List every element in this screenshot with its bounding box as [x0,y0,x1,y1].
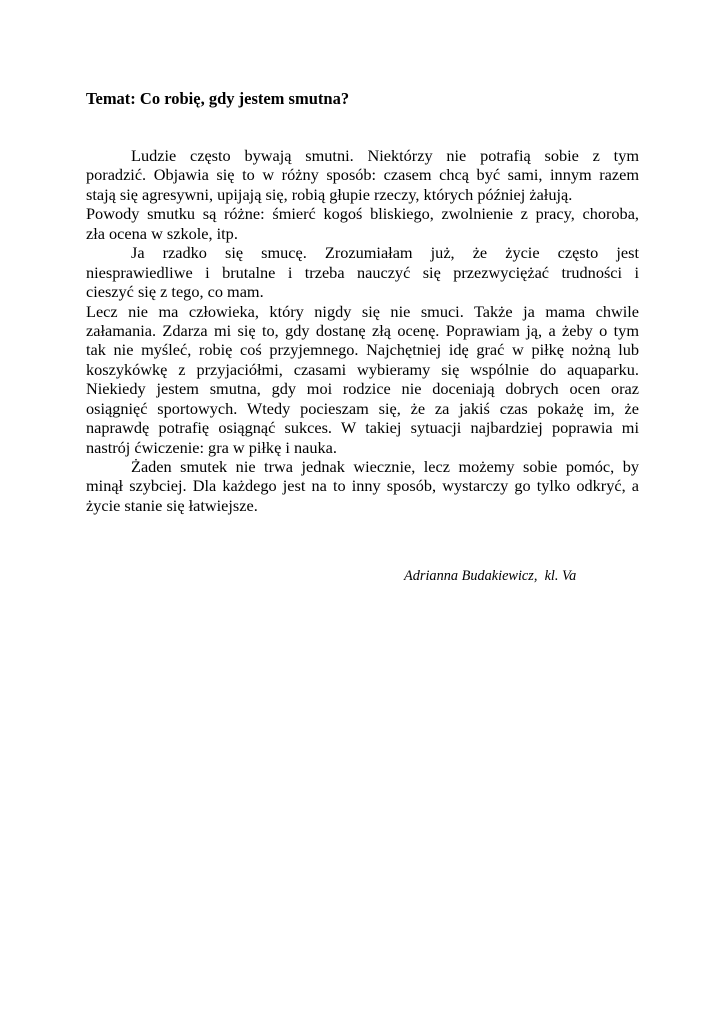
text-line: tak nie myśleć, robię coś przyjemnego. Najchętniej idę grać w piłkę nożną lub [86,340,639,360]
text-line: Ja rzadko się smucę. Zrozumiałam już, że życie często jest [131,243,639,263]
text-line: Ludzie często bywają smutni. Niektórzy nie potrafią sobie z tym [131,146,639,165]
text-line: życie stanie się łatwiejsze. [86,495,258,515]
text-line: Lecz nie ma człowieka, który nigdy się nie smuci. Także ja mama chwile [86,301,639,321]
text-line: Powody smutku są różne: śmierć kogoś bliskiego, zwolnienie z pracy, choroba, [86,204,639,224]
text-line: naprawdę potrafię osiągnąć sukces. W takiej sytuacji najbardziej poprawia mi [86,418,639,438]
text-line: minął szybciej. Dla każdego jest na to inny sposób, wystarczy go tylko odkryć, a [86,476,639,496]
text-line: stają się agresywni, upijają się, robią głupie rzeczy, których później żałują. [86,184,573,204]
text-line: załamania. Zdarza mi się to, gdy dostanę złą ocenę. Poprawiam ją, a żeby o tym [86,320,639,340]
text-line: poradzić. Objawia się to w różny sposób: czasem chcą być sami, innym razem [86,165,639,185]
essay-body [86,146,639,515]
text-line: zła ocena w szkole, itp. [86,223,238,243]
text-line: osiągnięć sportowych. Wtedy pocieszam się, że za jakiś czas pokażę im, że [86,398,639,418]
text-line: koszykówkę z przyjaciółmi, czasami wybieramy się wspólnie do aquaparku. [86,359,639,379]
text-line: Żaden smutek nie trwa jednak wiecznie, lecz możemy sobie pomóc, by [131,457,639,476]
author-signature: Adrianna Budakiewicz, kl. Va [404,568,577,584]
text-line: cieszyć się z tego, co mam. [86,282,264,302]
text-line: Niekiedy jestem smutna, gdy moi rodzice nie doceniają dobrych ocen oraz [86,379,639,399]
document-title: Temat: Co robię, gdy jestem smutna? [86,89,350,108]
text-line: niesprawiedliwe i brutalne i trzeba nauczyć się przezwyciężać trudności i [86,262,639,282]
text-line: nastrój ćwiczenie: gra w piłkę i nauka. [86,437,337,457]
